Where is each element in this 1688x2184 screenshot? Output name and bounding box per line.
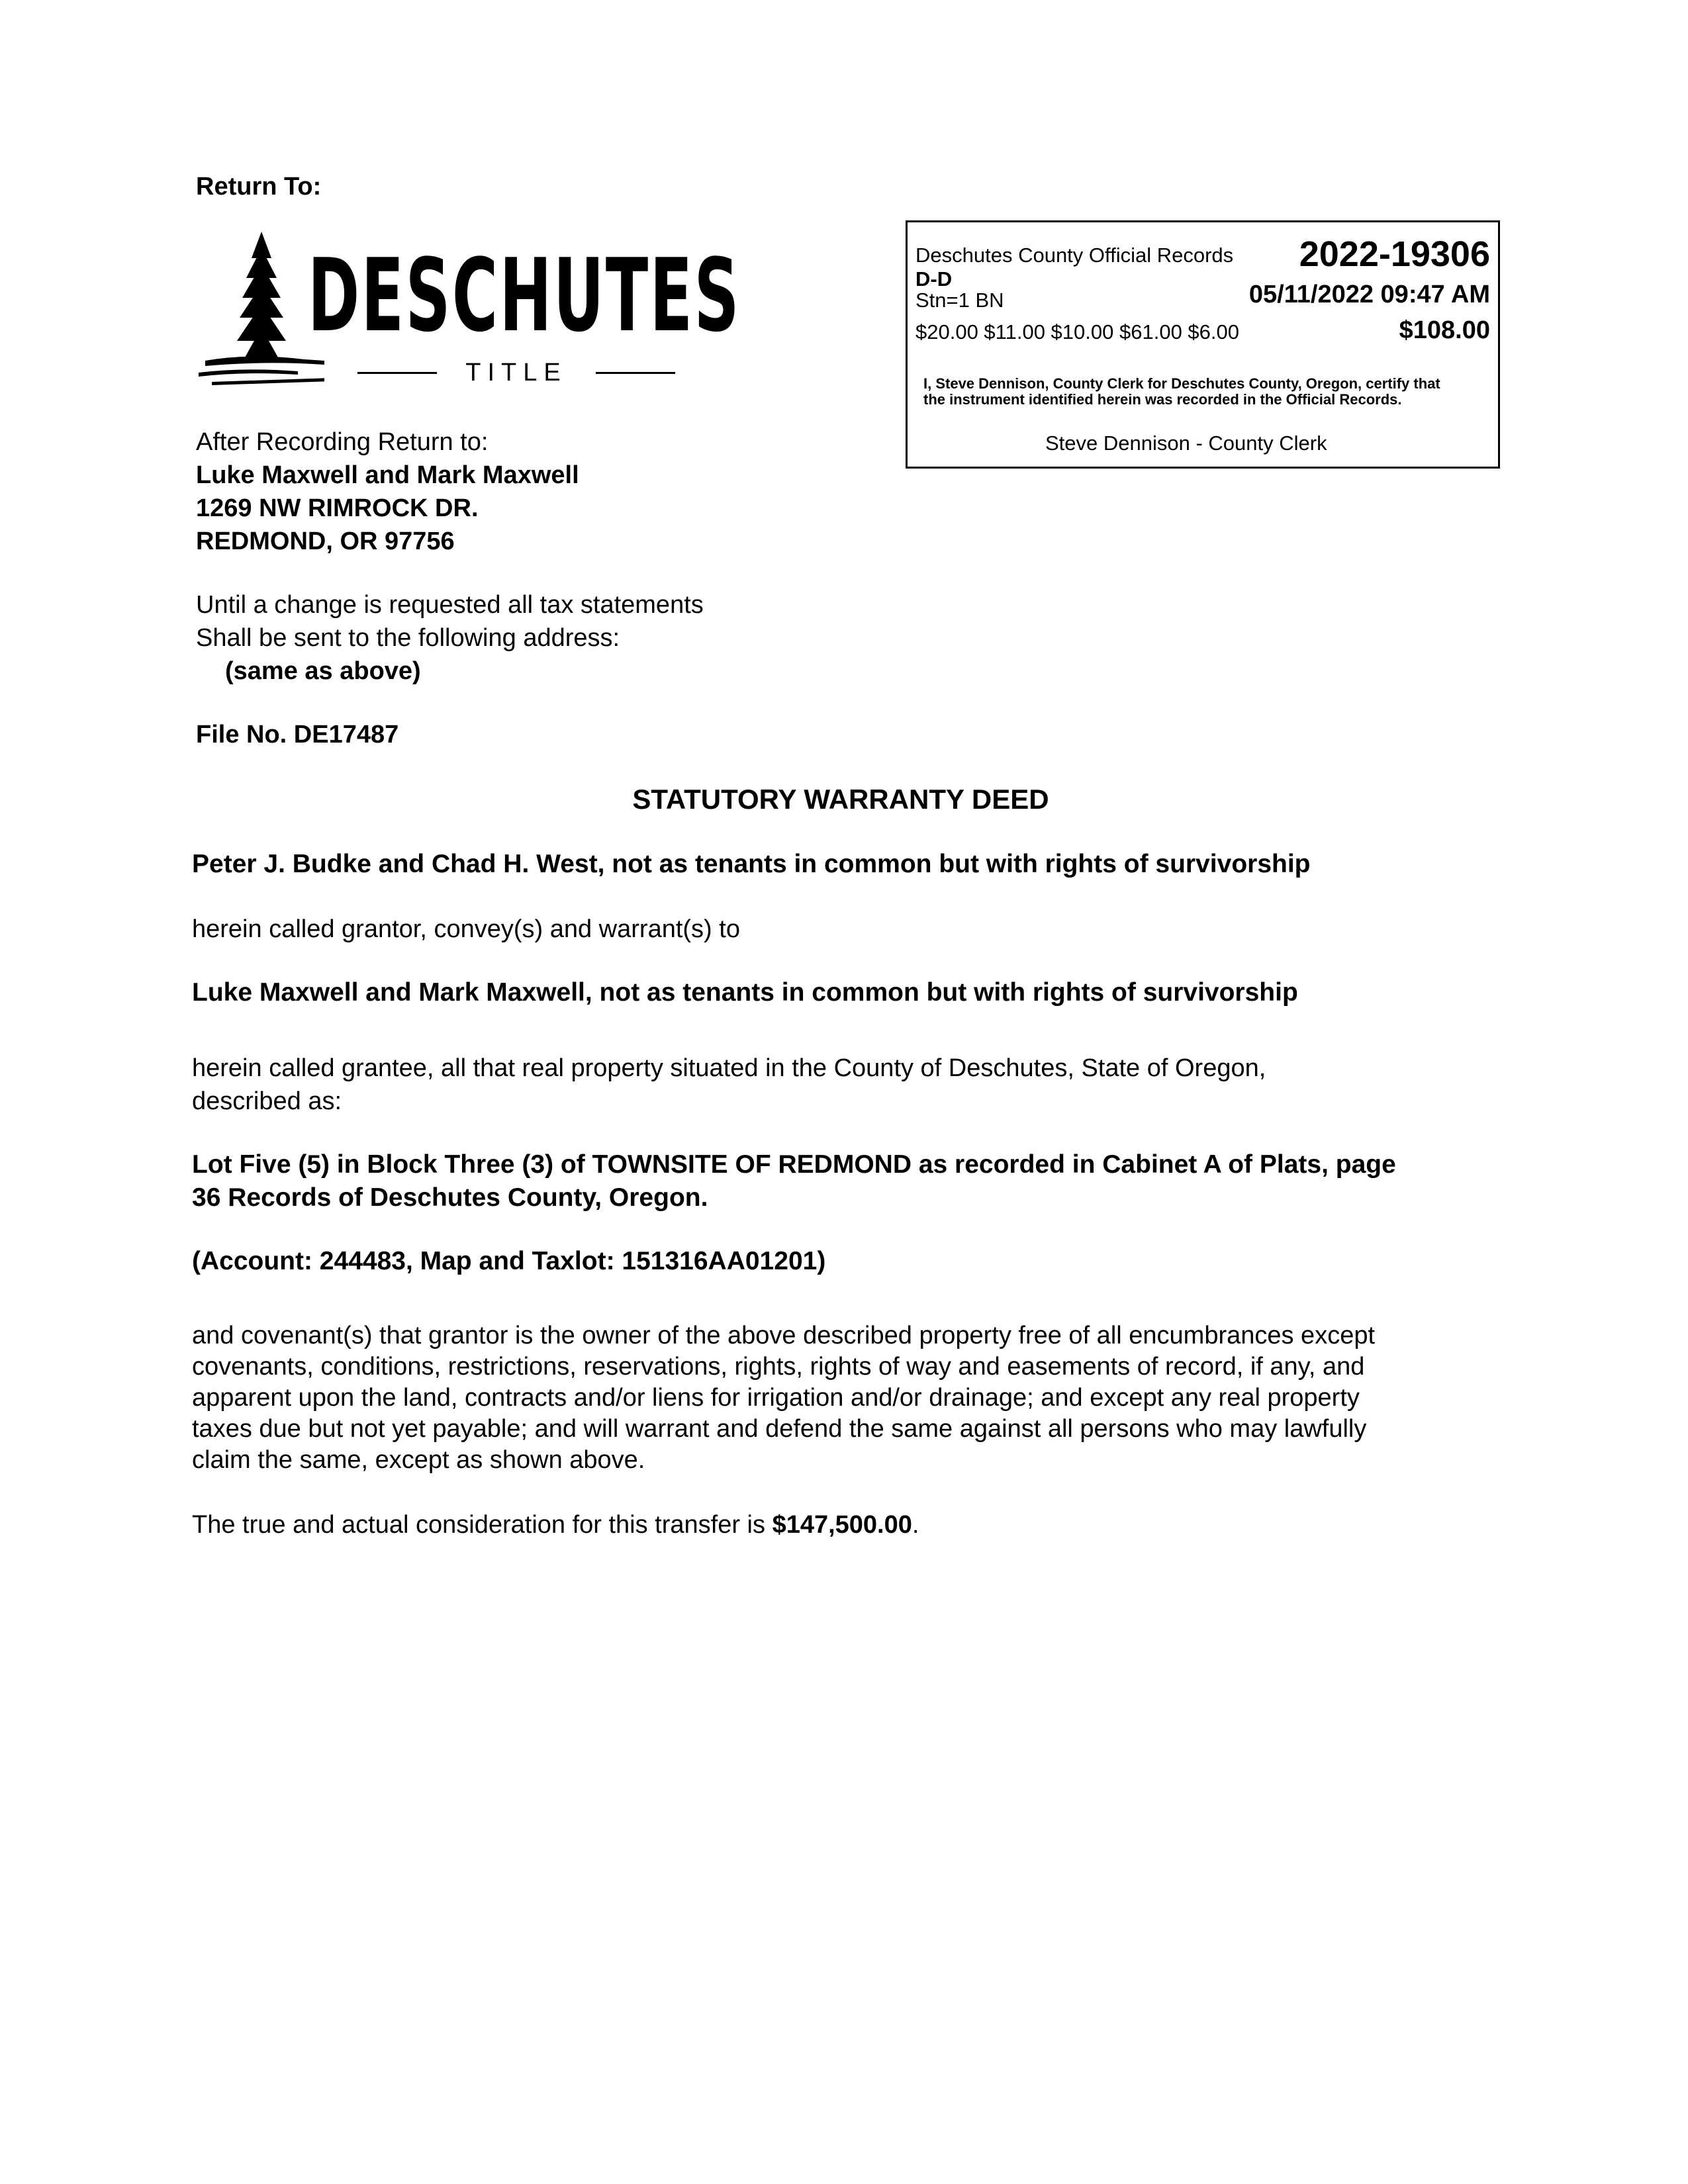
covenant-line: claim the same, except as shown above. xyxy=(192,1446,645,1474)
recording-total: $108.00 xyxy=(1399,316,1490,344)
consideration-text: The true and actual consideration for this transfer is xyxy=(192,1511,773,1539)
return-to-label: Return To: xyxy=(196,173,322,201)
consideration-amount: $147,500.00 xyxy=(772,1511,912,1539)
file-number: File No. DE17487 xyxy=(196,721,399,749)
tax-statement-line-2: Shall be sent to the following address: xyxy=(196,624,620,652)
return-city: REDMOND, OR 97756 xyxy=(196,527,455,555)
station-code: Stn=1 BN xyxy=(915,289,1004,312)
grantor-clause: herein called grantor, convey(s) and warrant(s) to xyxy=(192,915,740,943)
legal-description-line-1: Lot Five (5) in Block Three (3) of TOWNSITE OF REDMOND as recorded in Cabinet A of Plats, page xyxy=(192,1150,1396,1179)
covenant-line: covenants, conditions, restrictions, reservations, rights, rights of way and easements of record, if any, and xyxy=(192,1353,1365,1381)
recording-datetime: 05/11/2022 09:47 AM xyxy=(1248,281,1490,308)
records-office: Deschutes County Official Records xyxy=(915,244,1234,267)
covenant-line: and covenant(s) that grantor is the owner of the above described property free of all encumbrances except xyxy=(192,1322,1376,1349)
covenant-line: apparent upon the land, contracts and/or liens for irrigation and/or drainage; and except any real property xyxy=(192,1384,1360,1412)
grantee-name: Luke Maxwell and Mark Maxwell, not as tenants in common but with rights of survivorship xyxy=(192,978,1298,1007)
document-type: D-D xyxy=(915,267,953,291)
recording-fees: $20.00 $11.00 $10.00 $61.00 $6.00 xyxy=(915,320,1239,343)
logo-wordmark: DESCHUTES xyxy=(308,237,741,354)
logo-rule-right xyxy=(596,372,675,374)
tree-icon xyxy=(199,228,324,387)
deschutes-title-logo xyxy=(199,228,741,390)
logo-subtitle xyxy=(357,356,675,389)
recording-stamp-box xyxy=(906,220,1500,469)
recording-number: 2022-19306 xyxy=(1299,234,1490,274)
grantee-clause-1: herein called grantee, all that real property situated in the County of Deschutes, State of Oregon, xyxy=(192,1054,1266,1082)
covenant-line: taxes due but not yet payable; and will warrant and defend the same against all persons who may lawfully xyxy=(192,1415,1367,1443)
after-recording-label: After Recording Return to: xyxy=(196,428,489,456)
tax-statement-line-3: (same as above) xyxy=(225,657,421,685)
return-name: Luke Maxwell and Mark Maxwell xyxy=(196,461,579,489)
tax-statement-line-1: Until a change is requested all tax statements xyxy=(196,591,704,619)
account-taxlot: (Account: 244483, Map and Taxlot: 151316AA01201) xyxy=(192,1247,826,1275)
clerk-certification: I, Steve Dennison, County Clerk for Deschutes County, Oregon, certify that the instrument identified herein was recorded in the Official Records. xyxy=(923,375,1440,408)
grantor-name: Peter J. Budke and Chad H. West, not as tenants in common but with rights of survivorship xyxy=(192,850,1311,878)
clerk-name: Steve Dennison - County Clerk xyxy=(1045,432,1327,455)
return-street: 1269 NW RIMROCK DR. xyxy=(196,494,479,522)
grantee-clause-2: described as: xyxy=(192,1087,342,1115)
consideration-end: . xyxy=(912,1511,919,1539)
legal-description-line-2: 36 Records of Deschutes County, Oregon. xyxy=(192,1183,708,1212)
deed-title: STATUTORY WARRANTY DEED xyxy=(632,784,1049,815)
logo-subtitle-text: TITLE xyxy=(465,359,567,387)
consideration-statement xyxy=(192,1509,1489,1541)
